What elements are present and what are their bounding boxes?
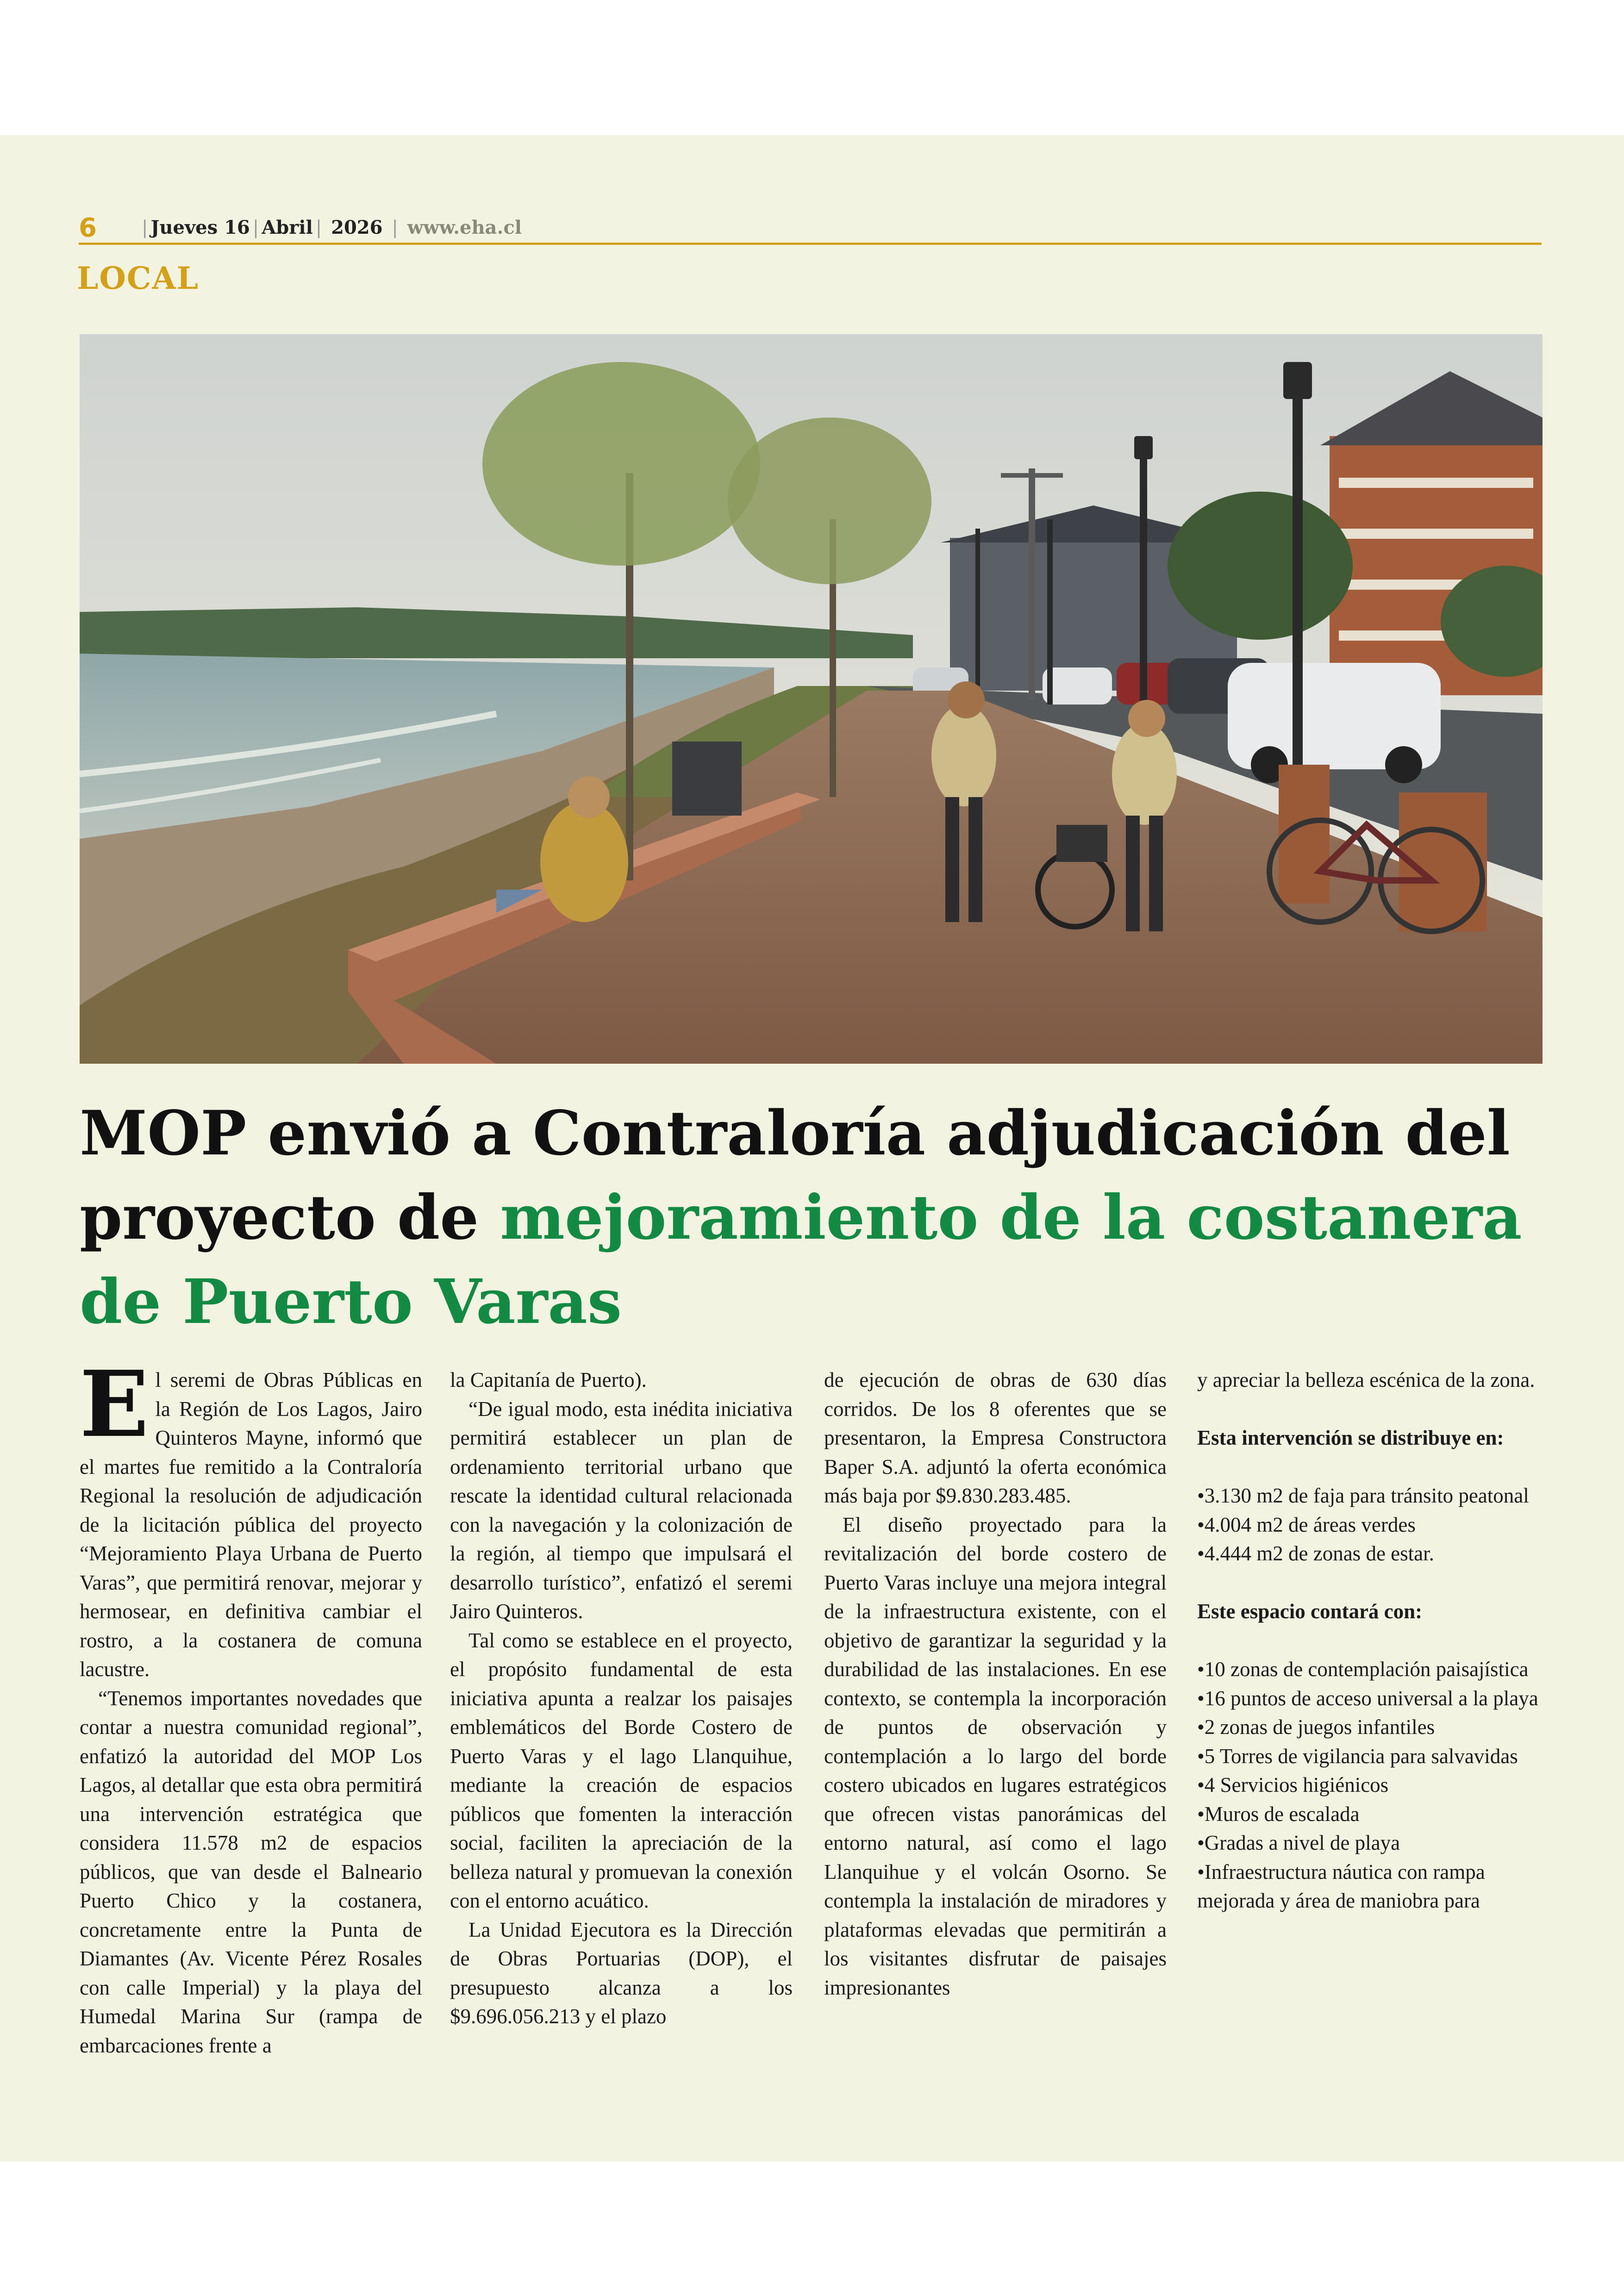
- list-item: •5 Torres de vigilancia para salvavidas: [1197, 1744, 1518, 1768]
- date-year: 2026: [331, 217, 383, 238]
- headline-green: mejoramiento de la costanera de Puerto Varas: [80, 1182, 1522, 1338]
- date-line: | Jueves 16 | Abril | 2026 | www.eha.cl: [142, 217, 522, 238]
- list-item: •10 zonas de contemplación paisajística: [1197, 1658, 1529, 1681]
- list-item: •2 zonas de juegos infantiles: [1197, 1715, 1435, 1739]
- list-item: •4.444 m2 de zonas de estar.: [1197, 1542, 1434, 1565]
- list-item: •Infraestructura náutica con rampa mejorada y área de maniobra para: [1197, 1860, 1485, 1912]
- list-item: •16 puntos de acceso universal a la playa: [1197, 1686, 1538, 1710]
- headline: [80, 1091, 1547, 1344]
- article-column-4: [1197, 1366, 1540, 1915]
- paragraph: Tal como se establece en el proyecto, el propósito fundamental de esta iniciativa apunta a realzar los paisajes emblemáticos del Borde Costero de Puerto Varas y el lago Llanquihue, mediante la creación de espacios públicos que fomenten la interacción social, faciliten la apreciación de la belleza natural y promuevan la conexión con el entorno acuático.: [450, 1628, 793, 1912]
- section-label: LOCAL: [77, 260, 200, 296]
- paragraph: la Capitanía de Puerto).: [450, 1368, 647, 1391]
- paragraph: l seremi de Obras Públicas en la Región de Los Lagos, Jairo Quinteros Mayne, informó que el martes fue remitido a la Contraloría Regional la resolución de adjudicación de la licitación pública del proyecto “Mejoramiento Playa Urbana de Puerto Varas”, que permitirá renovar, mejorar y hermosear, en definitiva cambiar el rostro, a la costanera de comuna lacustre.: [80, 1368, 422, 1681]
- date-month: Abril: [262, 217, 313, 238]
- dropcap: E: [80, 1351, 149, 1458]
- features-list: [1197, 1655, 1540, 1915]
- article-column-2: [450, 1366, 793, 2031]
- article-column-3: [824, 1366, 1167, 2002]
- paragraph: El diseño proyectado para la revitalización del borde costero de Puerto Varas incluye una mejora integral de la infraestructura existente, con el objetivo de garantizar la seguridad y la durabilidad de las instalaciones. En ese contexto, se contempla la incorporación de puntos de observación y contemplación a lo largo del borde costero ubicados en lugares estratégicos que ofrecen vistas panorámicas del entorno natural, así como el lago Llanquihue y el volcán Osorno. Se contempla la instalación de miradores y plataformas elevadas que permitirán a los visitantes disfrutar de paisajes impresionantes: [824, 1513, 1167, 1999]
- paragraph: de ejecución de obras de 630 días corridos. De los 8 oferentes que se presentaron, la Empresa Constructora Baper S.A. adjuntó la oferta económica más baja por $9.830.283.485.: [824, 1368, 1167, 1507]
- photo-illustration: [80, 334, 1543, 1064]
- paragraph: y apreciar la belleza escénica de la zona.: [1197, 1368, 1535, 1391]
- list-item: •4 Servicios higiénicos: [1197, 1773, 1389, 1796]
- subheading: Este espacio contará con:: [1197, 1600, 1423, 1623]
- list-item: •4.004 m2 de áreas verdes: [1197, 1513, 1416, 1536]
- page-number: 6: [79, 213, 97, 243]
- subheading: Esta intervención se distribuye en:: [1197, 1426, 1504, 1449]
- headline-black: MOP envió a Contraloría adjudicación del proyecto de: [80, 1098, 1510, 1254]
- paragraph: “De igual modo, esta inédita iniciativa permitirá establecer un plan de ordenamiento territorial urbano que rescate la identidad cultural relacionada con la navegación y la colonización de la región, al tiempo que impulsará el desarrollo turístico”, enfatizó el seremi Jairo Quinteros.: [450, 1397, 793, 1623]
- list-item: •Muros de escalada: [1197, 1802, 1360, 1826]
- website-link[interactable]: www.eha.cl: [407, 217, 522, 238]
- list-item: •3.130 m2 de faja para tránsito peatonal: [1197, 1484, 1529, 1507]
- date-day: Jueves 16: [150, 217, 250, 238]
- promenade-photo: [80, 334, 1543, 1064]
- article-column-1: [80, 1351, 422, 2060]
- list-item: •Gradas a nivel de playa: [1197, 1831, 1400, 1854]
- distribution-list: [1197, 1481, 1540, 1568]
- paragraph: “Tenemos importantes novedades que contar a nuestra comunidad regional”, enfatizó la autoridad del MOP Los Lagos, al detallar que esta obra permitirá una intervención estratégica que considera 11.578 m2 de espacios públicos, que van desde el Balneario Puerto Chico y la costanera, concretamente entre la Punta de Diamantes (Av. Vicente Pérez Rosales con calle Imperial) y la playa del Humedal Marina Sur (rampa de embarcaciones frente a: [80, 1686, 422, 2057]
- paragraph: La Unidad Ejecutora es la Dirección de Obras Portuarias (DOP), el presupuesto alcanza a los $9.696.056.213 y el plazo: [450, 1918, 793, 2028]
- page-header: [79, 213, 1542, 245]
